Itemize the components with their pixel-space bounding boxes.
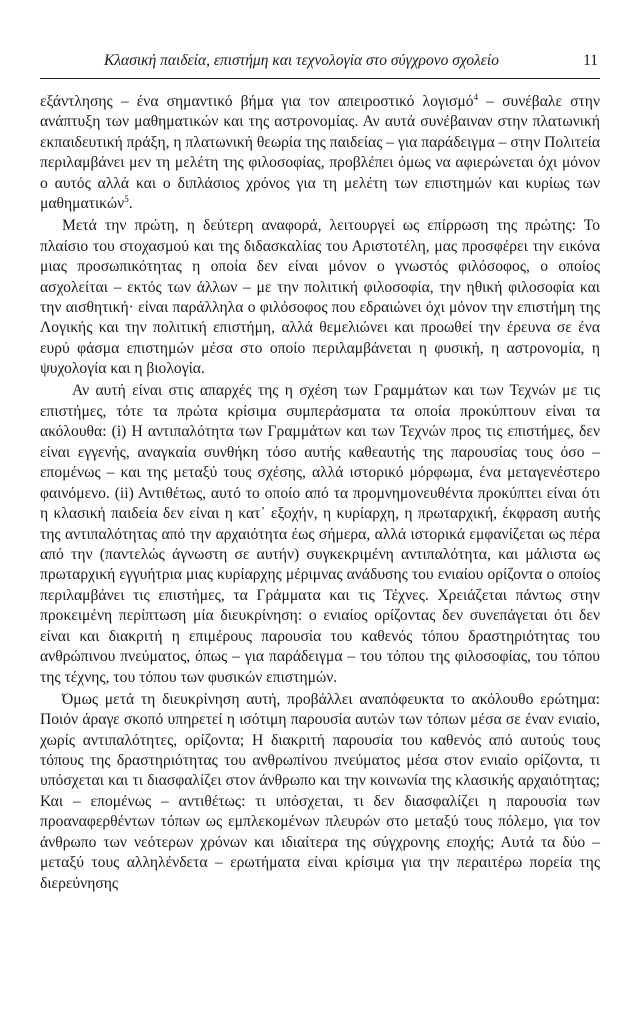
running-header-title: Κλασική παιδεία, επιστήμη και τεχνολογία στο σύγχρονο σχολείο <box>104 52 499 69</box>
paragraph-2: Μετά την πρώτη, η δεύτερη αναφορά, λειτουργεί ως επίρρωση της πρώτης: Το πλαίσιο του στοχασμού και της διδασκαλίας του Αριστοτέλη, μας προσφέρει την εικόνα μιας προσωπικότητας η οποία δεν είναι μόνον ο γνωστός φιλόσοφος, ο οποίος ασχολείται – εκτός των άλλων – με την πολιτική φιλοσοφία, την ηθική φιλοσοφία και την αισθητική· είναι παράλληλα ο φιλόσοφος που εδραιώνει όχι μόνον την επιστήμη της Λογικής και την πολιτική επιστήμη, αλλά θεμελιώνει και προωθεί την έρευνα σε ένα ευρύ φάσμα επιστημών μέσα στο οποίο περιλαμβάνεται η φυσική, η αστρονομία, η ψυχολογία και η βιολογία. <box>40 217 600 378</box>
paragraph-1 <box>40 92 600 215</box>
paragraph-1-end: . <box>128 195 133 213</box>
body-text <box>40 92 600 896</box>
footnote-marker-5: 5 <box>124 194 129 205</box>
paragraph-4: Όμως μετά τη διευκρίνηση αυτή, προβάλλει αναπόφευκτα το ακόλουθο ερώτημα: Ποιόν άραγε σκοπό υπηρετεί η ισότιμη παρουσία αυτών των τόπων μέσα σε έναν ενιαίο, χωρίς αντιπαλότητες, ορίζοντα; Η διακριτή παρουσία του καθενός από αυτούς τους τόπους της δραστηριότητας του ανθρωπίνου πνεύματος μέσα στον ενιαίο ορίζοντα, τι υπόσχεται και τι διασφαλίζει στον άνθρωπο και την κοινωνία της κλασικής αρχαιότητας; Και – επομένως – αντιθέτως: τι υπόσχεται, τι δεν διασφαλίζει η παρουσία των προαναφερθέντων τόπων ως εμπλεκομένων πλευρών στο μεταξύ τους πόλεμο, για τον άνθρωπο των νεότερων χρόνων και ιδιαίτερα της σύγχρονης εποχής; Αυτά τα δύο – μεταξύ τους αλληλένδετα – ερωτήματα είναι κρίσιμα για την περαιτέρω πορεία της διερεύνησης <box>40 690 600 892</box>
header-rule <box>40 78 600 79</box>
paragraph-1-text-cont: – συνέβαλε στην ανάπτυξη των μαθηματικών και της αστρονομίας. Αν αυτά συνέβαιναν στην πλατωνική εκπαιδευτική πράξη, η πλατωνική θεωρία της παιδείας – για παράδειγμα – στην Πολιτεία περιλαμβάνει μεν τη μελέτη της φιλοσοφίας, προβλέπει όμως να αφιερώνεται όχι μόνον ο αυτός αλλά και ο διπλάσιος χρόνος για τη μελέτη των επιστημών και κυρίως των μαθηματικών <box>40 93 601 213</box>
page-number: 11 <box>583 52 598 69</box>
paragraph-3: Αν αυτή είναι στις απαρχές της η σχέση των Γραμμάτων και των Τεχνών με τις επιστήμες, τότε τα πρώτα κρίσιμα συμπεράσματα τα οποία προκύπτουν είναι τα ακόλουθα: (i) Η αντιπαλότητα των Γραμμάτων και των Τεχνών προς τις επιστήμες, δεν είναι εγγενής, αναγκαία συνθήκη τόσο αυτής καθεαυτής της παρουσίας τους όσο – επομένως – και της μεταξύ τους σχέσης, αλλά ιστορικό μόρφωμα, ένα μεταγενέστερο φαινόμενο. (ii) Αντιθέτως, αυτό το οποίο από τα προμνημονευθέντα προκύπτει είναι ότι η κλασική παιδεία δεν είναι η κατ᾽ εξοχήν, η κυρίαρχη, η πρωταρχική, έκφραση αυτής της αντιπαλότητας από την αρχαιότητα έως σήμερα, αλλά ιστορικά εμφανίζεται ως πέρα από την (παντελώς άγνωστη σε αυτήν) συγκεκριμένη αντιπαλότητα, και μάλιστα ως πρωταρχική εγγυήτρια μιας κυρίαρχης μέριμνας ανάδυσης του ενιαίου ορίζοντα ο οποίος περιλαμβάνει τις επιστήμες, τα Γράμματα και τις Τέχνες. Χρειάζεται πάντως στην προκειμένη περίπτωση μία διευκρίνηση: ο ενιαίος ορίζοντας δεν συνεπάγεται ότι δεν είναι και διακριτή η επιμέρους παρουσία του καθενός τόπου δραστηριότητας του ανθρώπινου πνεύματος, όπως – για παράδειγμα – του τόπου της φιλοσοφίας, του τόπου της τέχνης, του τόπου των φυσικών επιστημών. <box>40 382 600 686</box>
paragraph-1-text: εξάντλησης – ένα σημαντικό βήμα για τον απειροστικό λογισμό <box>40 93 474 110</box>
running-header <box>40 50 600 72</box>
footnote-marker-4: 4 <box>473 91 479 102</box>
